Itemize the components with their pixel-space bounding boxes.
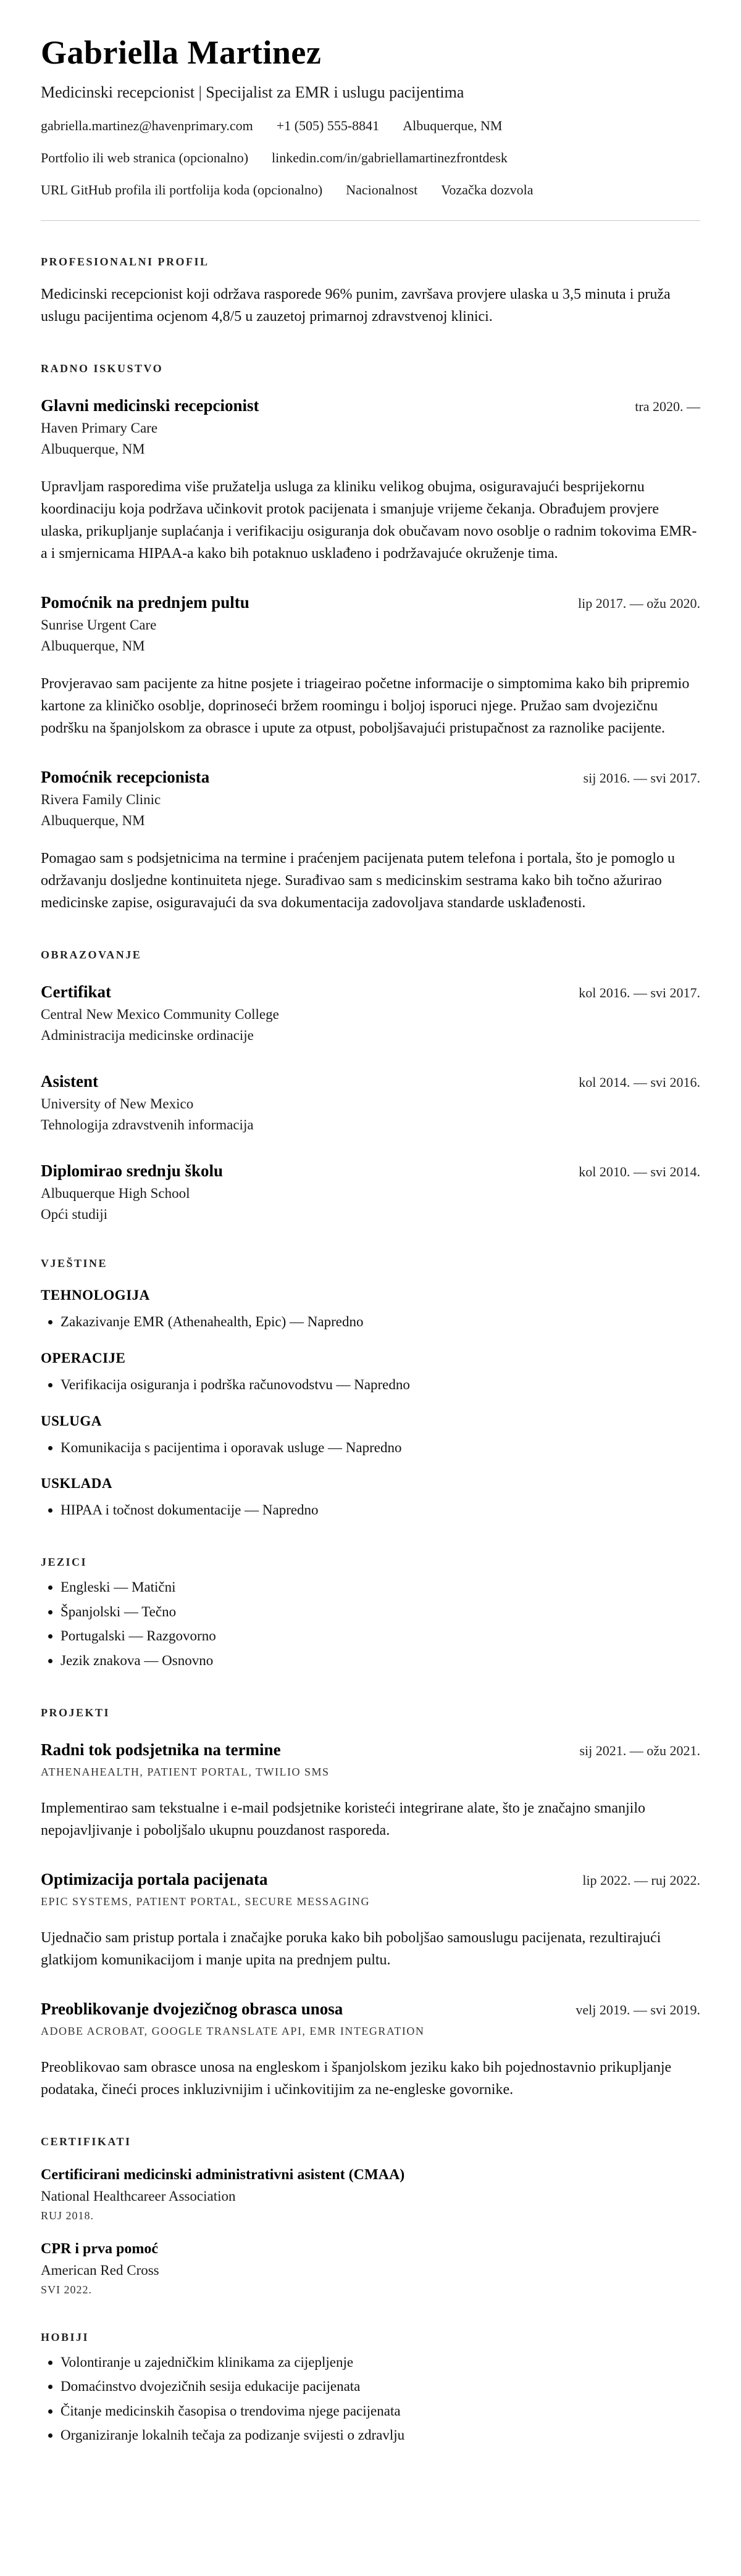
job-title: Glavni medicinski recepcionist xyxy=(41,396,259,415)
contact-linkedin: linkedin.com/in/gabriellamartinezfrontdesk xyxy=(272,150,508,166)
profile-heading: PROFESIONALNI PROFIL xyxy=(41,256,209,268)
resume-subtitle: Medicinski recepcionist | Specijalist za EMR i uslugu pacijentima xyxy=(41,83,464,102)
education-school: Central New Mexico Community College xyxy=(41,1007,279,1023)
job-dates: lip 2017. — ožu 2020. xyxy=(578,596,700,612)
job-description: Upravljam rasporedima više pružatelja usluga za kliniku velikog obujma, osiguravajući besprijekornu koordinaciju koja podržava učinkovit protok pacijenata i smanjuje vrijeme čekanja. Obrađujem provjere ulaska, prikupljanje suplaćanja i verifikaciju osiguranja dok obučavam novo osoblje o radnim tokovima EMR-a i smjernicama HIPAA-a kako bih potaknuo usklađeno i podržavajuće okruženje tima. xyxy=(41,479,697,562)
hobby-item: • Organiziranje lokalnih tečaja za podizanje svijesti o zdravlju xyxy=(61,2424,700,2446)
certification-entry xyxy=(41,2167,700,2222)
project-title: Radni tok podsjetnika na termine xyxy=(41,1740,281,1759)
project-entry-header xyxy=(41,2000,700,2019)
education-dates: kol 2014. — svi 2016. xyxy=(579,1074,700,1091)
hobby-list xyxy=(41,2351,700,2447)
section-experience xyxy=(41,362,700,914)
header-divider xyxy=(41,220,700,221)
job-location: Albuquerque, NM xyxy=(41,638,145,654)
skill-group xyxy=(41,1413,700,1459)
skill-item: • Zakazivanje EMR (Athenahealth, Epic) — Napredno xyxy=(61,1311,700,1333)
project-tags: EPIC SYSTEMS, PATIENT PORTAL, SECURE MESSAGING xyxy=(41,1895,371,1908)
skill-group-name: USLUGA xyxy=(41,1413,102,1429)
project-entry xyxy=(41,1870,700,1971)
education-school: University of New Mexico xyxy=(41,1096,194,1112)
resume-header xyxy=(41,35,700,221)
certifications-heading: CERTIFIKATI xyxy=(41,2135,132,2148)
job-entry xyxy=(41,768,700,914)
section-education xyxy=(41,949,700,1223)
education-entry xyxy=(41,1161,700,1223)
language-item: • Jezik znakova — Osnovno xyxy=(61,1650,700,1672)
education-entry xyxy=(41,1072,700,1133)
job-company: Haven Primary Care xyxy=(41,420,158,436)
resume-name: Gabriella Martinez xyxy=(41,34,322,71)
education-entry-header xyxy=(41,983,700,1002)
section-skills xyxy=(41,1257,700,1521)
section-projects xyxy=(41,1706,700,2101)
job-entry-header xyxy=(41,593,700,612)
job-company: Rivera Family Clinic xyxy=(41,792,161,808)
project-entry-header xyxy=(41,1870,700,1889)
education-dates: kol 2016. — svi 2017. xyxy=(579,985,700,1001)
job-title: Pomoćnik na prednjem pultu xyxy=(41,593,249,612)
job-entry xyxy=(41,593,700,739)
section-certifications xyxy=(41,2135,700,2296)
certification-org: American Red Cross xyxy=(41,2262,159,2278)
job-entry-header xyxy=(41,768,700,787)
section-profile xyxy=(41,256,700,328)
education-title: Certifikat xyxy=(41,983,111,1002)
job-dates: sij 2016. — svi 2017. xyxy=(583,770,700,786)
job-description: Provjeravao sam pacijente za hitne posjete i triageirao početne informacije o simptomima kako bih pripremio kartone za kliničko osoblje, doprinoseći bržem roomingu i boljoj isporuci njege. Pružao sam dvojezičnu podršku na španjolskom za obrasce i upute za otpust, poboljšavajući pristupačnost za raznolike pacijente. xyxy=(41,676,690,737)
project-dates: sij 2021. — ožu 2021. xyxy=(579,1742,700,1758)
education-detail: Opći studiji xyxy=(41,1207,107,1223)
project-description: Preoblikovao sam obrasce unosa na engleskom i španjolskom jeziku kako bih pojednostavnio prikupljanje podataka, čineći proces inkluzivnijim i učinkovitijim za ne-engleske govornike. xyxy=(41,2059,672,2098)
job-location: Albuquerque, NM xyxy=(41,813,145,829)
education-title: Asistent xyxy=(41,1072,98,1091)
contact-row-2 xyxy=(41,150,700,166)
languages-heading: JEZICI xyxy=(41,1555,88,1568)
project-dates: velj 2019. — svi 2019. xyxy=(576,2001,700,2017)
job-entry-header xyxy=(41,396,700,415)
project-tags: ATHENAHEALTH, PATIENT PORTAL, TWILIO SMS xyxy=(41,1765,330,1778)
skill-list xyxy=(41,1437,700,1459)
hobby-item: • Čitanje medicinskih časopisa o trendovima njege pacijenata xyxy=(61,2400,700,2422)
skill-group-name: TEHNOLOGIJA xyxy=(41,1287,150,1303)
hobby-item: • Domaćinstvo dvojezičnih sesija edukacije pacijenata xyxy=(61,2375,700,2398)
job-description: Pomagao sam s podsjetnicima na termine i praćenjem pacijenata putem telefona i portala, što je pomoglo u održavanju dosljedne kontinuiteta njege. Surađivao sam s medicinskim sestrama kako bih točno ažurirao medicinske zapise, osiguravajući da sva dokumentacija zadovoljava standarde usklađenosti. xyxy=(41,850,676,912)
projects-heading: PROJEKTI xyxy=(41,1706,111,1719)
project-entry xyxy=(41,2000,700,2101)
language-item: • Portugalski — Razgovorno xyxy=(61,1625,700,1647)
education-heading: OBRAZOVANJE xyxy=(41,949,142,962)
contact-github: URL GitHub profila ili portfolija koda (opcionalno) xyxy=(41,182,323,198)
language-list xyxy=(41,1576,700,1672)
certification-title: Certificirani medicinski administrativni asistent (CMAA) xyxy=(41,2166,405,2183)
profile-text: Medicinski recepcionist koji održava rasporede 96% punim, završava provjere ulaska u 3,5 minuta i pruža uslugu pacijentima ocjenom 4,8/5 u zauzetoj primarnoj zdravstvenoj klinici. xyxy=(41,286,671,325)
project-title: Optimizacija portala pacijenata xyxy=(41,1869,268,1888)
contact-location: Albuquerque, NM xyxy=(403,118,503,134)
certification-date: SVI 2022. xyxy=(41,2283,93,2296)
skills-heading: VJEŠTINE xyxy=(41,1257,108,1270)
education-detail: Tehnologija zdravstvenih informacija xyxy=(41,1117,254,1133)
project-entry-header xyxy=(41,1740,700,1760)
project-description: Ujednačio sam pristup portala i značajke poruka kako bih poboljšao samouslugu pacijenata, rezultirajući glatkijom komunikacijom i manje upita na prednjem pultu. xyxy=(41,1929,661,1968)
project-dates: lip 2022. — ruj 2022. xyxy=(582,1872,700,1888)
job-location: Albuquerque, NM xyxy=(41,441,145,457)
certification-title: CPR i prva pomoć xyxy=(41,2240,158,2257)
contact-email: gabriella.martinez@havenprimary.com xyxy=(41,118,253,134)
skill-group xyxy=(41,1476,700,1521)
project-description: Implementirao sam tekstualne i e-mail podsjetnike koristeći integrirane alate, što je značajno smanjilo nepojavljivanje i poboljšalo ukupnu pouzdanost rasporeda. xyxy=(41,1800,646,1839)
skill-group-name: OPERACIJE xyxy=(41,1350,126,1366)
contact-nationality: Nacionalnost xyxy=(346,182,418,198)
skill-group xyxy=(41,1287,700,1333)
experience-heading: RADNO ISKUSTVO xyxy=(41,362,164,375)
education-school: Albuquerque High School xyxy=(41,1186,190,1202)
contact-portfolio: Portfolio ili web stranica (opcionalno) xyxy=(41,150,249,166)
skill-item: • HIPAA i točnost dokumentacije — Napredno xyxy=(61,1499,700,1521)
skill-group-name: USKLADA xyxy=(41,1476,112,1492)
skill-item: • Komunikacija s pacijentima i oporavak usluge — Napredno xyxy=(61,1437,700,1459)
education-detail: Administracija medicinske ordinacije xyxy=(41,1028,254,1044)
project-entry xyxy=(41,1740,700,1842)
project-title: Preoblikovanje dvojezičnog obrasca unosa xyxy=(41,1999,343,2018)
education-entry xyxy=(41,983,700,1044)
hobbies-heading: HOBIJI xyxy=(41,2330,90,2343)
contact-phone: +1 (505) 555-8841 xyxy=(276,118,380,134)
job-company: Sunrise Urgent Care xyxy=(41,617,157,633)
job-entry xyxy=(41,396,700,565)
skill-list xyxy=(41,1374,700,1396)
education-dates: kol 2010. — svi 2014. xyxy=(579,1164,700,1180)
certification-entry xyxy=(41,2241,700,2296)
language-item: • Engleski — Matični xyxy=(61,1576,700,1598)
certification-date: RUJ 2018. xyxy=(41,2209,94,2222)
contact-row-1 xyxy=(41,118,700,134)
project-tags: ADOBE ACROBAT, GOOGLE TRANSLATE API, EMR INTEGRATION xyxy=(41,2024,425,2037)
job-title: Pomoćnik recepcionista xyxy=(41,768,210,787)
education-entry-header xyxy=(41,1161,700,1181)
hobby-item: • Volontiranje u zajedničkim klinikama za cijepljenje xyxy=(61,2351,700,2374)
skill-list xyxy=(41,1499,700,1521)
contact-row-3 xyxy=(41,182,700,198)
education-entry-header xyxy=(41,1072,700,1091)
skill-list xyxy=(41,1311,700,1333)
section-languages xyxy=(41,1556,700,1672)
job-dates: tra 2020. — xyxy=(635,399,700,415)
skill-item: • Verifikacija osiguranja i podrška računovodstvu — Napredno xyxy=(61,1374,700,1396)
skill-group xyxy=(41,1350,700,1396)
education-title: Diplomirao srednju školu xyxy=(41,1161,224,1181)
language-item: • Španjolski — Tečno xyxy=(61,1601,700,1623)
contact-drivers-license: Vozačka dozvola xyxy=(441,182,534,198)
section-hobbies xyxy=(41,2331,700,2447)
certification-org: National Healthcareer Association xyxy=(41,2188,236,2204)
